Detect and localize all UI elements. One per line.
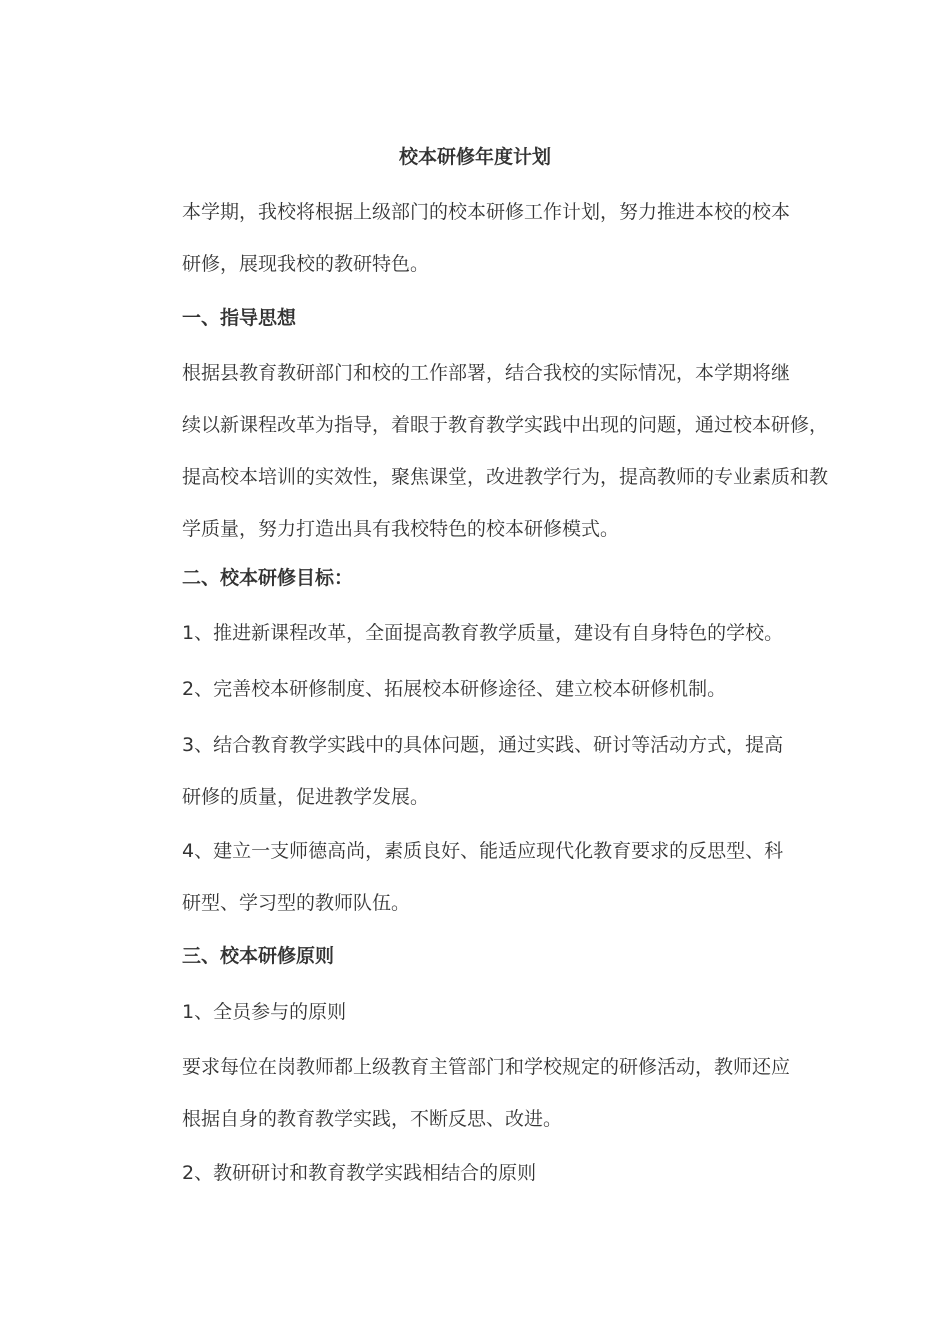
- goal-item-4: [144, 825, 804, 929]
- heading-text: 一、指导思想: [182, 307, 297, 329]
- section-heading-principles: [144, 930, 804, 982]
- goal-item-3: [144, 719, 804, 823]
- paragraph-line: 研修，展现我校的教研特色。: [182, 253, 430, 275]
- principle-1-paragraph: [144, 1041, 804, 1145]
- principle-item-2: [144, 1147, 804, 1199]
- heading-text: 三、校本研修原则: [182, 945, 335, 967]
- paragraph-line: 根据县教育教研部门和校的工作部署，结合我校的实际情况，本学期将继: [182, 362, 791, 384]
- paragraph-line: 根据自身的教育教学实践，不断反思、改进。: [182, 1108, 563, 1130]
- goal-item-1: [144, 607, 804, 659]
- paragraph-line: 本学期，我校将根据上级部门的校本研修工作计划，努力推进本校的校本: [182, 201, 791, 223]
- document-title: 校本研修年度计划: [398, 146, 551, 168]
- paragraph-line: 1、全员参与的原则: [182, 1001, 347, 1023]
- paragraph-line: 提高校本培训的实效性，聚焦课堂，改进教学行为，提高教师的专业素质和教: [182, 466, 829, 488]
- paragraph-line: 研型、学习型的教师队伍。: [182, 892, 411, 914]
- paragraph-line: 2、完善校本研修制度、拓展校本研修途径、建立校本研修机制。: [182, 678, 727, 700]
- guiding-thought-paragraph: [144, 347, 829, 555]
- heading-text: 二、校本研修目标：: [182, 567, 354, 589]
- intro-paragraph: [144, 186, 804, 290]
- paragraph-line: 1、推进新课程改革，全面提高教育教学质量，建设有自身特色的学校。: [182, 622, 784, 644]
- paragraph-line: 要求每位在岗教师都上级教育主管部门和学校规定的研修活动，教师还应: [182, 1056, 791, 1078]
- principle-item-1: [144, 986, 804, 1038]
- paragraph-line: 学质量，努力打造出具有我校特色的校本研修模式。: [182, 518, 620, 540]
- paragraph-line: 2、教研研讨和教育教学实践相结合的原则: [182, 1162, 537, 1184]
- goal-item-2: [144, 663, 804, 715]
- section-heading-goals: [144, 552, 804, 604]
- paragraph-line: 3、结合教育教学实践中的具体问题，通过实践、研讨等活动方式，提高: [182, 734, 784, 756]
- section-heading-guiding-thought: [144, 292, 804, 344]
- paragraph-line: 4、建立一支师德高尚，素质良好、能适应现代化教育要求的反思型、科: [182, 840, 784, 862]
- paragraph-line: 研修的质量，促进教学发展。: [182, 786, 430, 808]
- paragraph-line: 续以新课程改革为指导，着眼于教育教学实践中出现的问题，通过校本研修，: [182, 414, 829, 436]
